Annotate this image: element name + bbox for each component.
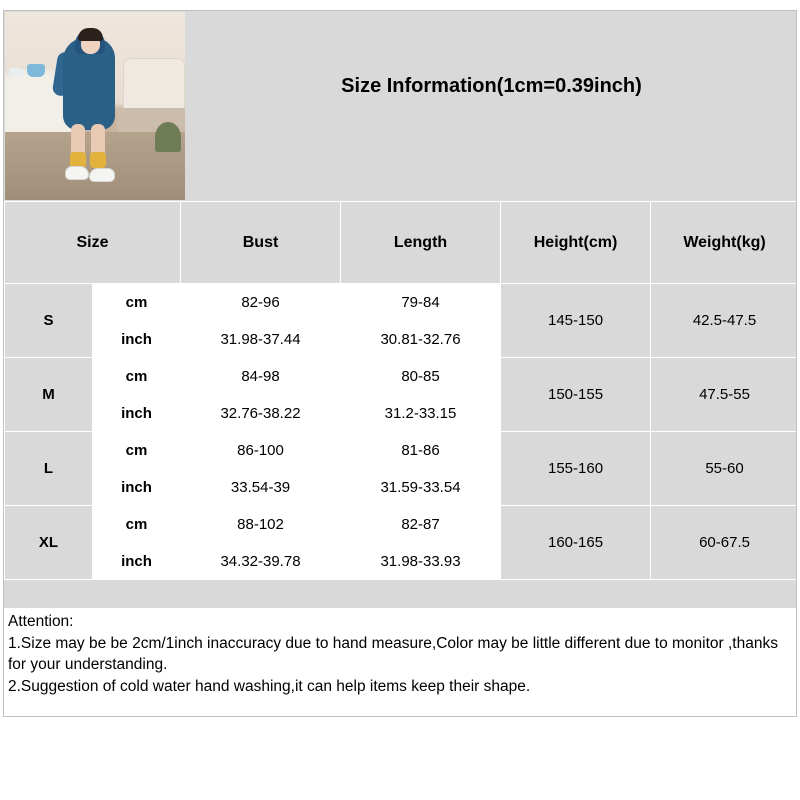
cell-length-inch: 31.2-33.15 [341, 395, 501, 432]
attention-heading: Attention: [8, 613, 74, 630]
cell-unit-cm: cm [93, 432, 181, 469]
cell-size: S [5, 284, 93, 358]
cell-weight: 47.5-55 [651, 358, 797, 432]
attention-block [4, 608, 797, 717]
cell-length-cm: 81-86 [341, 432, 501, 469]
header-band [4, 11, 797, 201]
header-weight: Weight(kg) [651, 202, 797, 284]
table-row [5, 358, 798, 395]
cell-size: XL [5, 506, 93, 580]
attention-line-1: 1.Size may be be 2cm/1inch inaccuracy due to hand measure,Color may be little different due to monitor ,thanks for your understanding. [8, 634, 778, 674]
table-row [5, 284, 798, 321]
cell-length-inch: 31.98-33.93 [341, 543, 501, 580]
photo-cup-icon [27, 64, 45, 77]
photo-model-hair [78, 28, 103, 41]
cell-bust-inch: 31.98-37.44 [181, 321, 341, 358]
header-bust: Bust [181, 202, 341, 284]
photo-plate-icon [9, 68, 23, 77]
table-row [5, 506, 798, 543]
photo-model-shoe-right [89, 168, 115, 182]
cell-size: L [5, 432, 93, 506]
cell-bust-cm: 84-98 [181, 358, 341, 395]
cell-length-inch: 31.59-33.54 [341, 469, 501, 506]
cell-unit-inch: inch [93, 469, 181, 506]
size-chart-sheet [3, 10, 797, 717]
cell-length-cm: 80-85 [341, 358, 501, 395]
cell-height: 155-160 [501, 432, 651, 506]
size-table [4, 201, 797, 580]
table-header-row [5, 202, 798, 284]
cell-length-cm: 82-87 [341, 506, 501, 543]
photo-sofa-back [123, 58, 185, 110]
cell-bust-inch: 32.76-38.22 [181, 395, 341, 432]
header-size: Size [5, 202, 181, 284]
header-height: Height(cm) [501, 202, 651, 284]
cell-length-inch: 30.81-32.76 [341, 321, 501, 358]
photo-plant-icon [155, 122, 181, 152]
photo-model-shoe-left [65, 166, 89, 180]
cell-unit-cm: cm [93, 284, 181, 321]
cell-height: 145-150 [501, 284, 651, 358]
cell-weight: 42.5-47.5 [651, 284, 797, 358]
cell-height: 160-165 [501, 506, 651, 580]
cell-unit-inch: inch [93, 395, 181, 432]
header-length: Length [341, 202, 501, 284]
cell-bust-cm: 82-96 [181, 284, 341, 321]
cell-bust-inch: 34.32-39.78 [181, 543, 341, 580]
table-row [5, 432, 798, 469]
cell-bust-inch: 33.54-39 [181, 469, 341, 506]
photo-model-sock-right [90, 152, 106, 168]
cell-length-cm: 79-84 [341, 284, 501, 321]
page-title: Size Information(1cm=0.39inch) [341, 74, 642, 97]
cell-bust-cm: 88-102 [181, 506, 341, 543]
cell-unit-inch: inch [93, 321, 181, 358]
cell-unit-inch: inch [93, 543, 181, 580]
cell-weight: 55-60 [651, 432, 797, 506]
cell-height: 150-155 [501, 358, 651, 432]
attention-line-2: 2.Suggestion of cold water hand washing,it can help items keep their shape. [8, 677, 531, 695]
product-photo [5, 12, 185, 200]
cell-size: M [5, 358, 93, 432]
cell-unit-cm: cm [93, 358, 181, 395]
cell-unit-cm: cm [93, 506, 181, 543]
cell-bust-cm: 86-100 [181, 432, 341, 469]
cell-weight: 60-67.5 [651, 506, 797, 580]
